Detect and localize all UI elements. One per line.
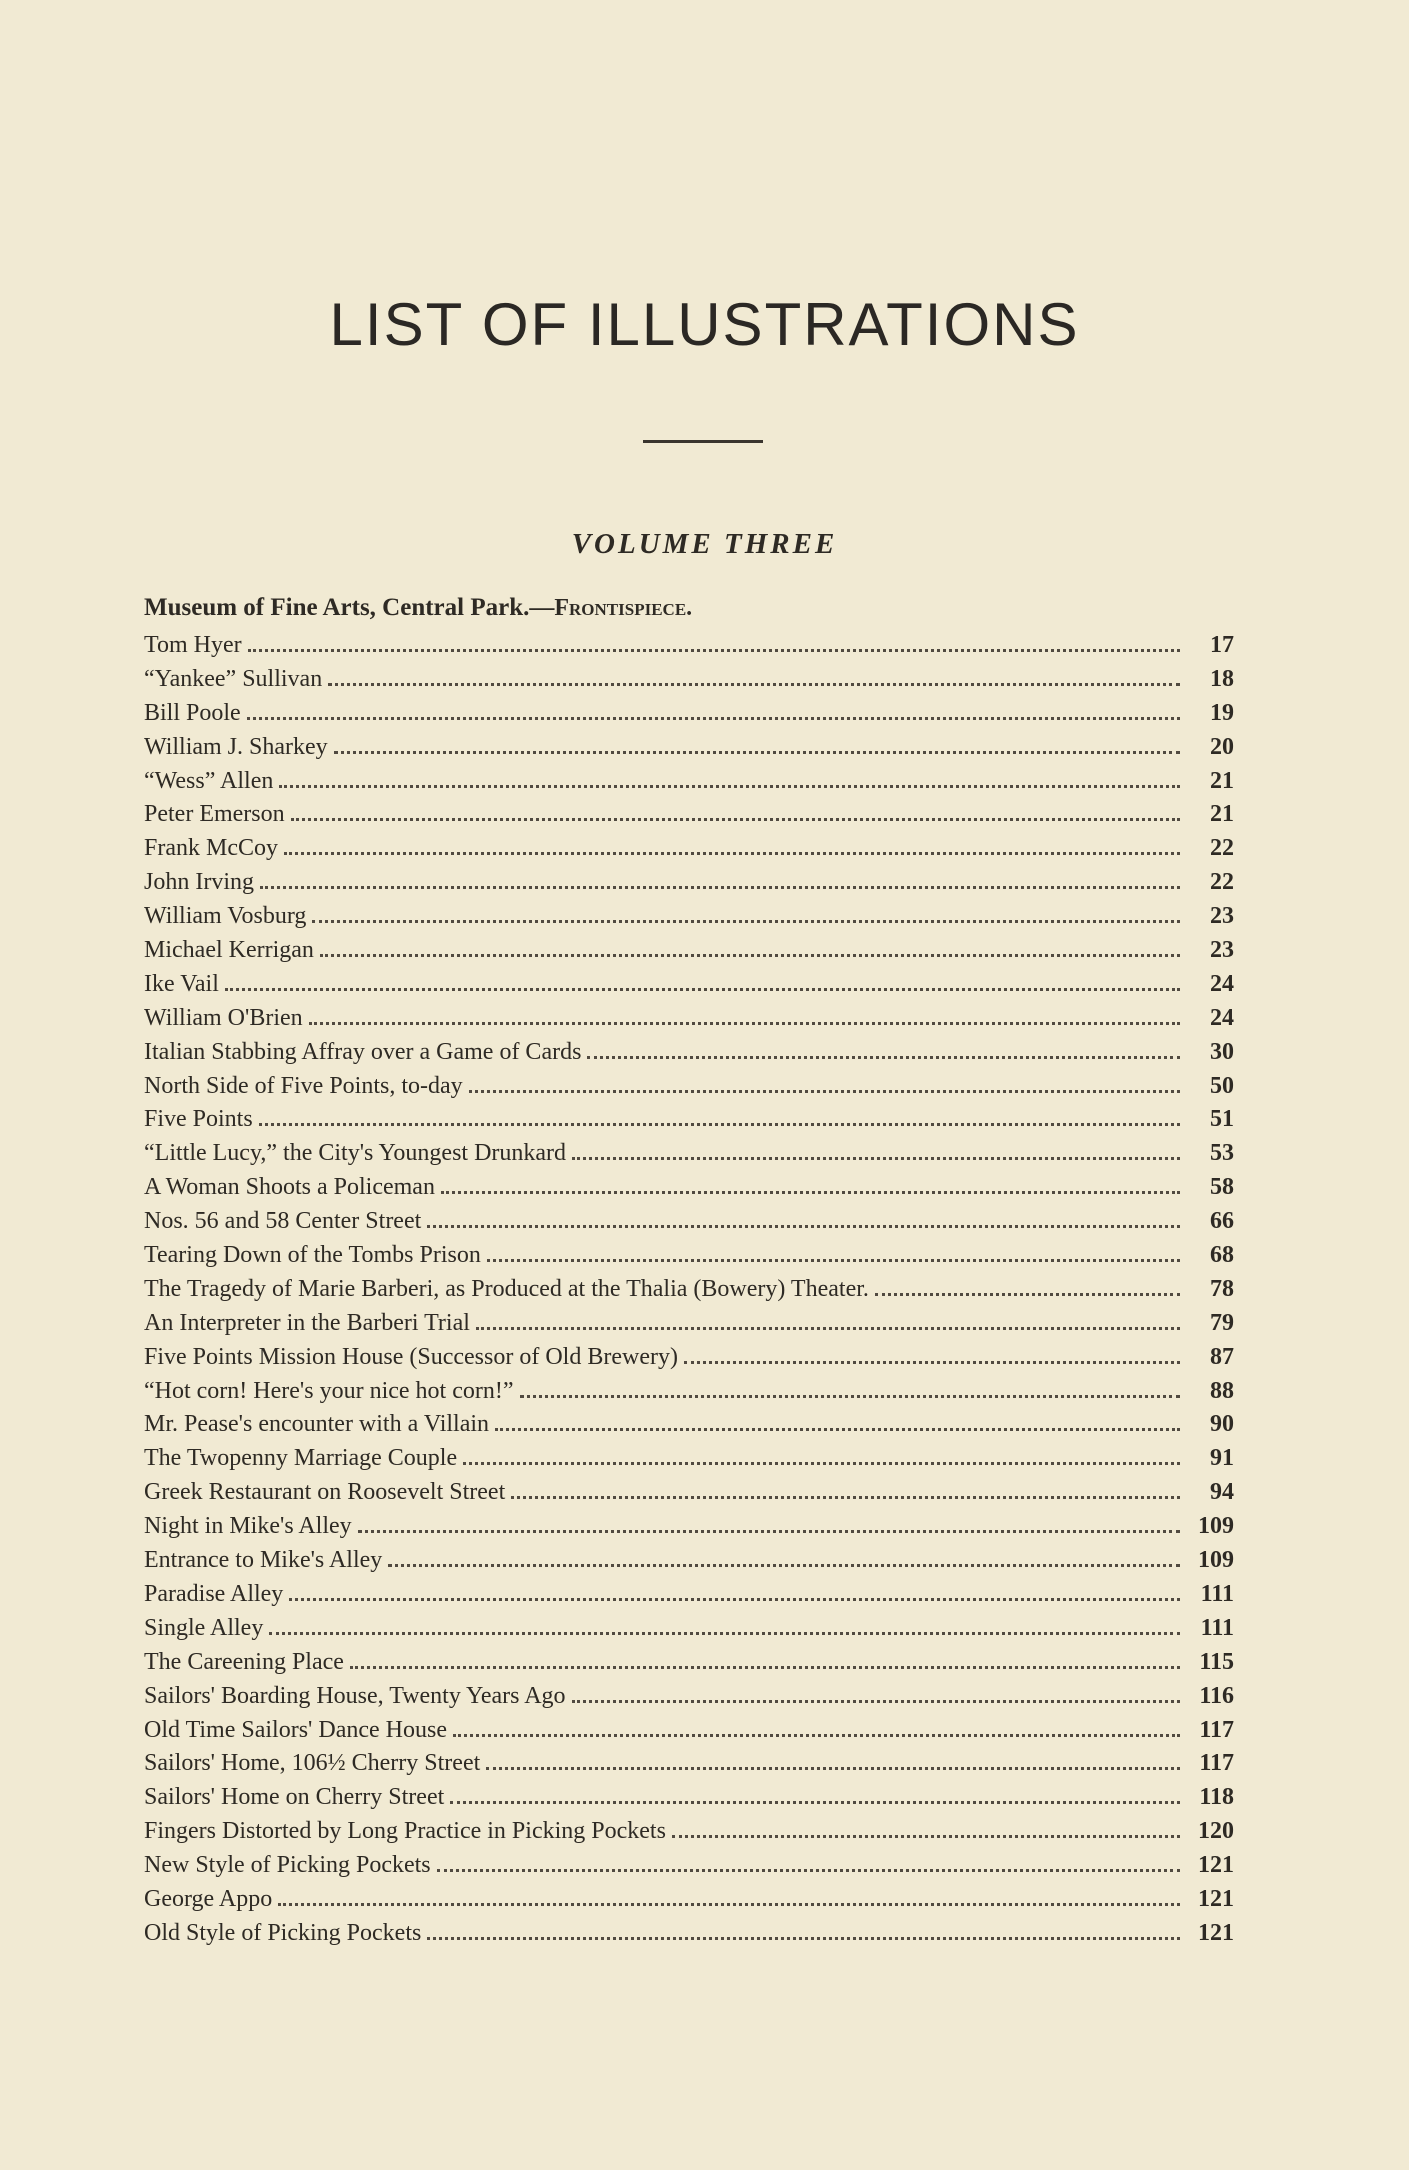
dot-leader bbox=[289, 1598, 1180, 1601]
entry-title: An Interpreter in the Barberi Trial bbox=[144, 1309, 470, 1336]
list-item bbox=[144, 1408, 1234, 1442]
list-item bbox=[144, 798, 1234, 832]
frontispiece-label: Frontispiece. bbox=[554, 595, 693, 621]
entry-title: The Careening Place bbox=[144, 1648, 344, 1675]
dot-leader bbox=[309, 1022, 1180, 1025]
entry-title: Sailors' Home on Cherry Street bbox=[144, 1784, 445, 1811]
entry-title: “Wess” Allen bbox=[144, 767, 274, 794]
list-item bbox=[144, 900, 1234, 934]
dot-leader bbox=[269, 1632, 1180, 1635]
entry-title: Ike Vail bbox=[144, 970, 219, 997]
entry-title: John Irving bbox=[144, 869, 254, 896]
entry-title: William Vosburg bbox=[144, 903, 307, 930]
entry-page-number: 20 bbox=[1210, 733, 1234, 760]
entry-title: Tom Hyer bbox=[144, 632, 242, 658]
entry-title: “Yankee” Sullivan bbox=[144, 665, 323, 692]
list-item bbox=[144, 1747, 1234, 1781]
dot-leader bbox=[248, 649, 1180, 652]
dot-leader bbox=[672, 1835, 1180, 1838]
entry-title: North Side of Five Points, to-day bbox=[144, 1072, 463, 1099]
list-item bbox=[144, 968, 1234, 1002]
frontispiece-title: Museum of Fine Arts, Central Park.— bbox=[144, 594, 555, 621]
entry-page-number: 91 bbox=[1210, 1445, 1234, 1472]
entry-title: The Tragedy of Marie Barberi, as Produced at the Thalia (Bowery) Theater. bbox=[144, 1275, 869, 1302]
entry-title: Old Time Sailors' Dance House bbox=[144, 1716, 447, 1743]
dot-leader bbox=[587, 1056, 1180, 1059]
entry-page-number: 50 bbox=[1210, 1072, 1234, 1099]
volume-heading: VOLUME THREE bbox=[571, 528, 838, 560]
dot-leader bbox=[427, 1937, 1180, 1940]
entry-page-number: 23 bbox=[1210, 903, 1234, 930]
entry-page-number: 120 bbox=[1198, 1818, 1234, 1845]
entry-title: Italian Stabbing Affray over a Game of Cards bbox=[144, 1038, 582, 1065]
entry-page-number: 111 bbox=[1200, 1614, 1234, 1641]
entry-title: Old Style of Picking Pockets bbox=[144, 1919, 422, 1946]
entry-title: George Appo bbox=[144, 1885, 273, 1912]
entry-page-number: 111 bbox=[1200, 1580, 1234, 1607]
list-item bbox=[144, 934, 1234, 968]
list-item bbox=[144, 1883, 1234, 1917]
dot-leader bbox=[520, 1395, 1180, 1398]
entry-page-number: 117 bbox=[1199, 1716, 1234, 1743]
list-item bbox=[144, 1646, 1234, 1680]
entry-title: New Style of Picking Pockets bbox=[144, 1852, 431, 1879]
dot-leader bbox=[291, 818, 1180, 821]
list-item bbox=[144, 1036, 1234, 1070]
entry-title: William O'Brien bbox=[144, 1004, 303, 1031]
dot-leader bbox=[225, 988, 1180, 991]
list-item bbox=[144, 832, 1234, 866]
entry-page-number: 109 bbox=[1198, 1513, 1234, 1540]
list-item bbox=[144, 663, 1234, 697]
dot-leader bbox=[684, 1361, 1180, 1364]
list-item bbox=[144, 1917, 1234, 1951]
list-item bbox=[144, 1849, 1234, 1883]
dot-leader bbox=[441, 1191, 1180, 1194]
dot-leader bbox=[487, 1259, 1180, 1262]
entry-page-number: 121 bbox=[1198, 1885, 1234, 1912]
dot-leader bbox=[279, 785, 1180, 788]
dot-leader bbox=[312, 920, 1180, 923]
entry-page-number: 115 bbox=[1199, 1648, 1234, 1675]
dot-leader bbox=[437, 1869, 1180, 1872]
entry-title: Michael Kerrigan bbox=[144, 937, 314, 964]
list-item bbox=[144, 1103, 1234, 1137]
entry-title: Five Points bbox=[144, 1106, 253, 1133]
list-item bbox=[144, 1781, 1234, 1815]
entry-page-number: 121 bbox=[1198, 1919, 1234, 1946]
list-item bbox=[144, 1070, 1234, 1104]
dot-leader bbox=[572, 1700, 1180, 1703]
list-item bbox=[144, 1578, 1234, 1612]
dot-leader bbox=[450, 1801, 1180, 1804]
dot-leader bbox=[572, 1157, 1180, 1160]
frontispiece-line bbox=[144, 594, 692, 622]
entry-page-number: 24 bbox=[1210, 1004, 1234, 1031]
entry-title: Bill Poole bbox=[144, 699, 241, 726]
list-item bbox=[144, 697, 1234, 731]
entry-title: William J. Sharkey bbox=[144, 733, 328, 760]
illustration-list bbox=[144, 629, 1234, 1951]
entry-page-number: 22 bbox=[1210, 869, 1234, 896]
entry-title: Nos. 56 and 58 Center Street bbox=[144, 1208, 422, 1235]
entry-page-number: 87 bbox=[1210, 1343, 1234, 1370]
list-item bbox=[144, 731, 1234, 765]
entry-page-number: 17 bbox=[1210, 632, 1234, 658]
list-item bbox=[144, 1273, 1234, 1307]
dot-leader bbox=[463, 1462, 1180, 1465]
entry-title: Paradise Alley bbox=[144, 1580, 284, 1607]
entry-title: Five Points Mission House (Successor of Old Brewery) bbox=[144, 1343, 678, 1370]
list-item bbox=[144, 1171, 1234, 1205]
list-item bbox=[144, 1442, 1234, 1476]
dot-leader bbox=[358, 1530, 1180, 1533]
entry-title: Night in Mike's Alley bbox=[144, 1513, 352, 1540]
entry-page-number: 79 bbox=[1210, 1309, 1234, 1336]
dot-leader bbox=[388, 1564, 1180, 1567]
list-item bbox=[144, 765, 1234, 799]
entry-title: Sailors' Boarding House, Twenty Years Ago bbox=[144, 1682, 566, 1709]
entry-page-number: 78 bbox=[1210, 1275, 1234, 1302]
entry-page-number: 22 bbox=[1210, 835, 1234, 862]
list-item bbox=[144, 1815, 1234, 1849]
dot-leader bbox=[476, 1327, 1180, 1330]
list-item bbox=[144, 1341, 1234, 1375]
list-item bbox=[144, 629, 1234, 663]
list-item bbox=[144, 1205, 1234, 1239]
dot-leader bbox=[320, 954, 1180, 957]
entry-title: Peter Emerson bbox=[144, 801, 285, 828]
entry-page-number: 94 bbox=[1210, 1479, 1234, 1506]
entry-title: Greek Restaurant on Roosevelt Street bbox=[144, 1479, 506, 1506]
entry-page-number: 18 bbox=[1210, 665, 1234, 692]
entry-title: Fingers Distorted by Long Practice in Picking Pockets bbox=[144, 1818, 666, 1845]
entry-title: A Woman Shoots a Policeman bbox=[144, 1174, 435, 1201]
dot-leader bbox=[247, 717, 1180, 720]
dot-leader bbox=[486, 1767, 1180, 1770]
dot-leader bbox=[350, 1666, 1180, 1669]
list-item bbox=[144, 1680, 1234, 1714]
list-item bbox=[144, 866, 1234, 900]
entry-title: “Little Lucy,” the City's Youngest Drunkard bbox=[144, 1140, 567, 1167]
list-item bbox=[144, 1002, 1234, 1036]
list-item bbox=[144, 1510, 1234, 1544]
entry-page-number: 109 bbox=[1198, 1547, 1234, 1574]
dot-leader bbox=[469, 1090, 1180, 1093]
entry-page-number: 66 bbox=[1210, 1208, 1234, 1235]
entry-page-number: 24 bbox=[1210, 970, 1234, 997]
entry-page-number: 118 bbox=[1199, 1784, 1234, 1811]
entry-page-number: 117 bbox=[1199, 1750, 1234, 1777]
entry-page-number: 21 bbox=[1210, 801, 1234, 828]
dot-leader bbox=[453, 1734, 1180, 1737]
dot-leader bbox=[495, 1428, 1180, 1431]
dot-leader bbox=[334, 751, 1180, 754]
list-item bbox=[144, 1375, 1234, 1409]
entry-page-number: 23 bbox=[1210, 937, 1234, 964]
entry-page-number: 53 bbox=[1210, 1140, 1234, 1167]
entry-page-number: 51 bbox=[1210, 1106, 1234, 1133]
entry-title: Single Alley bbox=[144, 1614, 264, 1641]
entry-title: “Hot corn! Here's your nice hot corn!” bbox=[144, 1377, 514, 1404]
entry-page-number: 90 bbox=[1210, 1411, 1234, 1438]
list-item bbox=[144, 1714, 1234, 1748]
title-rule bbox=[643, 440, 763, 443]
entry-title: Tearing Down of the Tombs Prison bbox=[144, 1242, 481, 1269]
page-title: LIST OF ILLUSTRATIONS bbox=[329, 291, 1080, 358]
dot-leader bbox=[875, 1293, 1180, 1296]
dot-leader bbox=[328, 683, 1180, 686]
entry-page-number: 19 bbox=[1210, 699, 1234, 726]
entry-page-number: 121 bbox=[1198, 1852, 1234, 1879]
list-item bbox=[144, 1137, 1234, 1171]
list-item bbox=[144, 1612, 1234, 1646]
dot-leader bbox=[278, 1903, 1180, 1906]
entry-page-number: 116 bbox=[1199, 1682, 1234, 1709]
list-item bbox=[144, 1476, 1234, 1510]
dot-leader bbox=[259, 1123, 1180, 1126]
entry-page-number: 88 bbox=[1210, 1377, 1234, 1404]
entry-title: Frank McCoy bbox=[144, 835, 278, 862]
dot-leader bbox=[260, 886, 1180, 889]
list-item bbox=[144, 1307, 1234, 1341]
entry-title: Entrance to Mike's Alley bbox=[144, 1547, 383, 1574]
entry-page-number: 58 bbox=[1210, 1174, 1234, 1201]
list-item bbox=[144, 1544, 1234, 1578]
entry-title: The Twopenny Marriage Couple bbox=[144, 1445, 458, 1472]
dot-leader bbox=[284, 852, 1180, 855]
entry-title: Mr. Pease's encounter with a Villain bbox=[144, 1411, 490, 1438]
entry-title: Sailors' Home, 106½ Cherry Street bbox=[144, 1750, 481, 1777]
entry-page-number: 21 bbox=[1210, 767, 1234, 794]
list-item bbox=[144, 1239, 1234, 1273]
entry-page-number: 68 bbox=[1210, 1242, 1234, 1269]
dot-leader bbox=[511, 1496, 1180, 1499]
dot-leader bbox=[427, 1225, 1180, 1228]
entry-page-number: 30 bbox=[1210, 1038, 1234, 1065]
